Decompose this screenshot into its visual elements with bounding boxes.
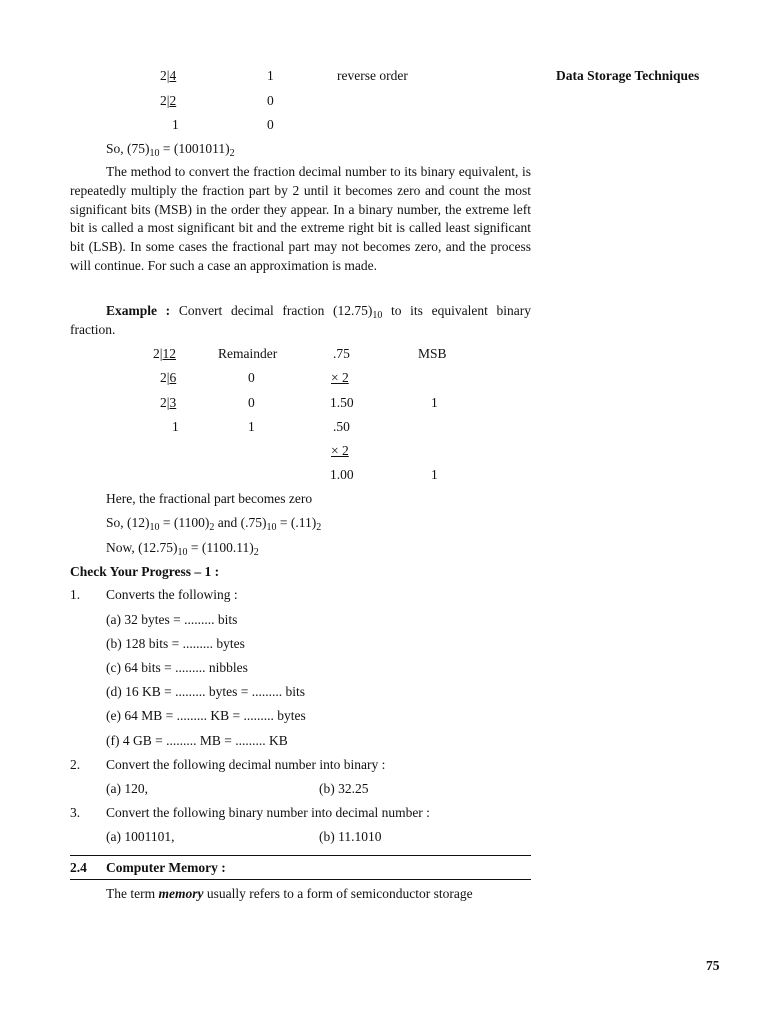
section-rule-bottom [70, 879, 531, 880]
multiply-cell: × 2 [331, 443, 349, 458]
progress-heading: Check Your Progress – 1 : [70, 564, 220, 579]
bit-cell: 1 [431, 395, 438, 410]
running-title: Data Storage Techniques [556, 68, 700, 83]
list-item: (e) 64 MB = ......... KB = ......... bytes [106, 708, 306, 723]
multiply-cell: × 2 [331, 370, 349, 385]
now-line: Now, $(12.75)_{10} = (1100.11)_2$ [106, 540, 259, 558]
fraction-method-paragraph: The method to convert the fraction decimal number to its binary equivalent, is repeatedly multiply the fraction part by 2 until it becomes zero and count the most significant bits (MSB) in the order they appear. In a binary number, the extreme left bit is called a most significant bit and the extreme right bit is called least significant bit (LSB). In some cases the fractional part may not becomes zero, and the process will continue. For such a case an approximation is made. [70, 164, 531, 273]
division-cell: 2|6 [160, 370, 177, 385]
fraction-cell: .75 [333, 346, 350, 361]
list-item: (b) 11.1010 [319, 829, 382, 844]
question-number: 2. [70, 757, 81, 772]
remainder-cell: 0 [248, 370, 255, 385]
list-item: (d) 16 KB = ......... bytes = ......... bits [106, 684, 305, 699]
question-number: 1. [70, 587, 81, 602]
section-title: Computer Memory : [106, 860, 226, 875]
remainder-cell: 0 [267, 117, 274, 132]
list-item: (a) 1001101, [106, 829, 175, 844]
division-cell: 2|12 [153, 346, 176, 361]
example-paragraph: Example : Convert decimal fraction $(12.75)_{10}$ to its equivalent binary fraction. [70, 303, 531, 337]
reverse-order-note: reverse order [337, 68, 408, 83]
question-text: Converts the following : [106, 587, 238, 602]
remainder-cell: 1 [248, 419, 255, 434]
list-item: (a) 32 bytes = ......... bits [106, 612, 238, 627]
question-text: Convert the following binary number into decimal number : [106, 805, 430, 820]
result-line-75: So, $(75)_{10} = (1001011)_2$ [106, 141, 235, 159]
remainder-cell: 0 [267, 93, 274, 108]
section-rule-top [70, 855, 531, 856]
question-number: 3. [70, 805, 81, 820]
msb-header: MSB [418, 346, 447, 361]
here-line: Here, the fractional part becomes zero [106, 491, 313, 506]
section-number: 2.4 [70, 860, 87, 875]
remainder-cell: 1 [267, 68, 274, 83]
memory-intro-line: The term memory usually refers to a form of semiconductor storage [106, 886, 473, 901]
division-cell: 2|4 [160, 68, 177, 83]
page-number: 75 [706, 958, 720, 973]
quotient-cell: 1 [172, 419, 179, 434]
bit-cell: 1 [431, 467, 438, 482]
so-line: So, $(12)_{10} = (1100)_2$ and $(.75)_{10} = (.11)_2$ [106, 515, 322, 533]
division-cell: 2|3 [160, 395, 177, 410]
list-item: (f) 4 GB = ......... MB = ......... KB [106, 733, 288, 748]
fraction-cell: 1.50 [330, 395, 354, 410]
list-item: (b) 128 bits = ......... bytes [106, 636, 245, 651]
list-item: (b) 32.25 [319, 781, 369, 796]
remainder-header: Remainder [218, 346, 278, 361]
quotient-cell: 1 [172, 117, 179, 132]
fraction-cell: .50 [333, 419, 350, 434]
list-item: (a) 120, [106, 781, 148, 796]
question-text: Convert the following decimal number into binary : [106, 757, 386, 772]
remainder-cell: 0 [248, 395, 255, 410]
division-cell: 2|2 [160, 93, 177, 108]
fraction-cell: 1.00 [330, 467, 354, 482]
list-item: (c) 64 bits = ......... nibbles [106, 660, 248, 675]
